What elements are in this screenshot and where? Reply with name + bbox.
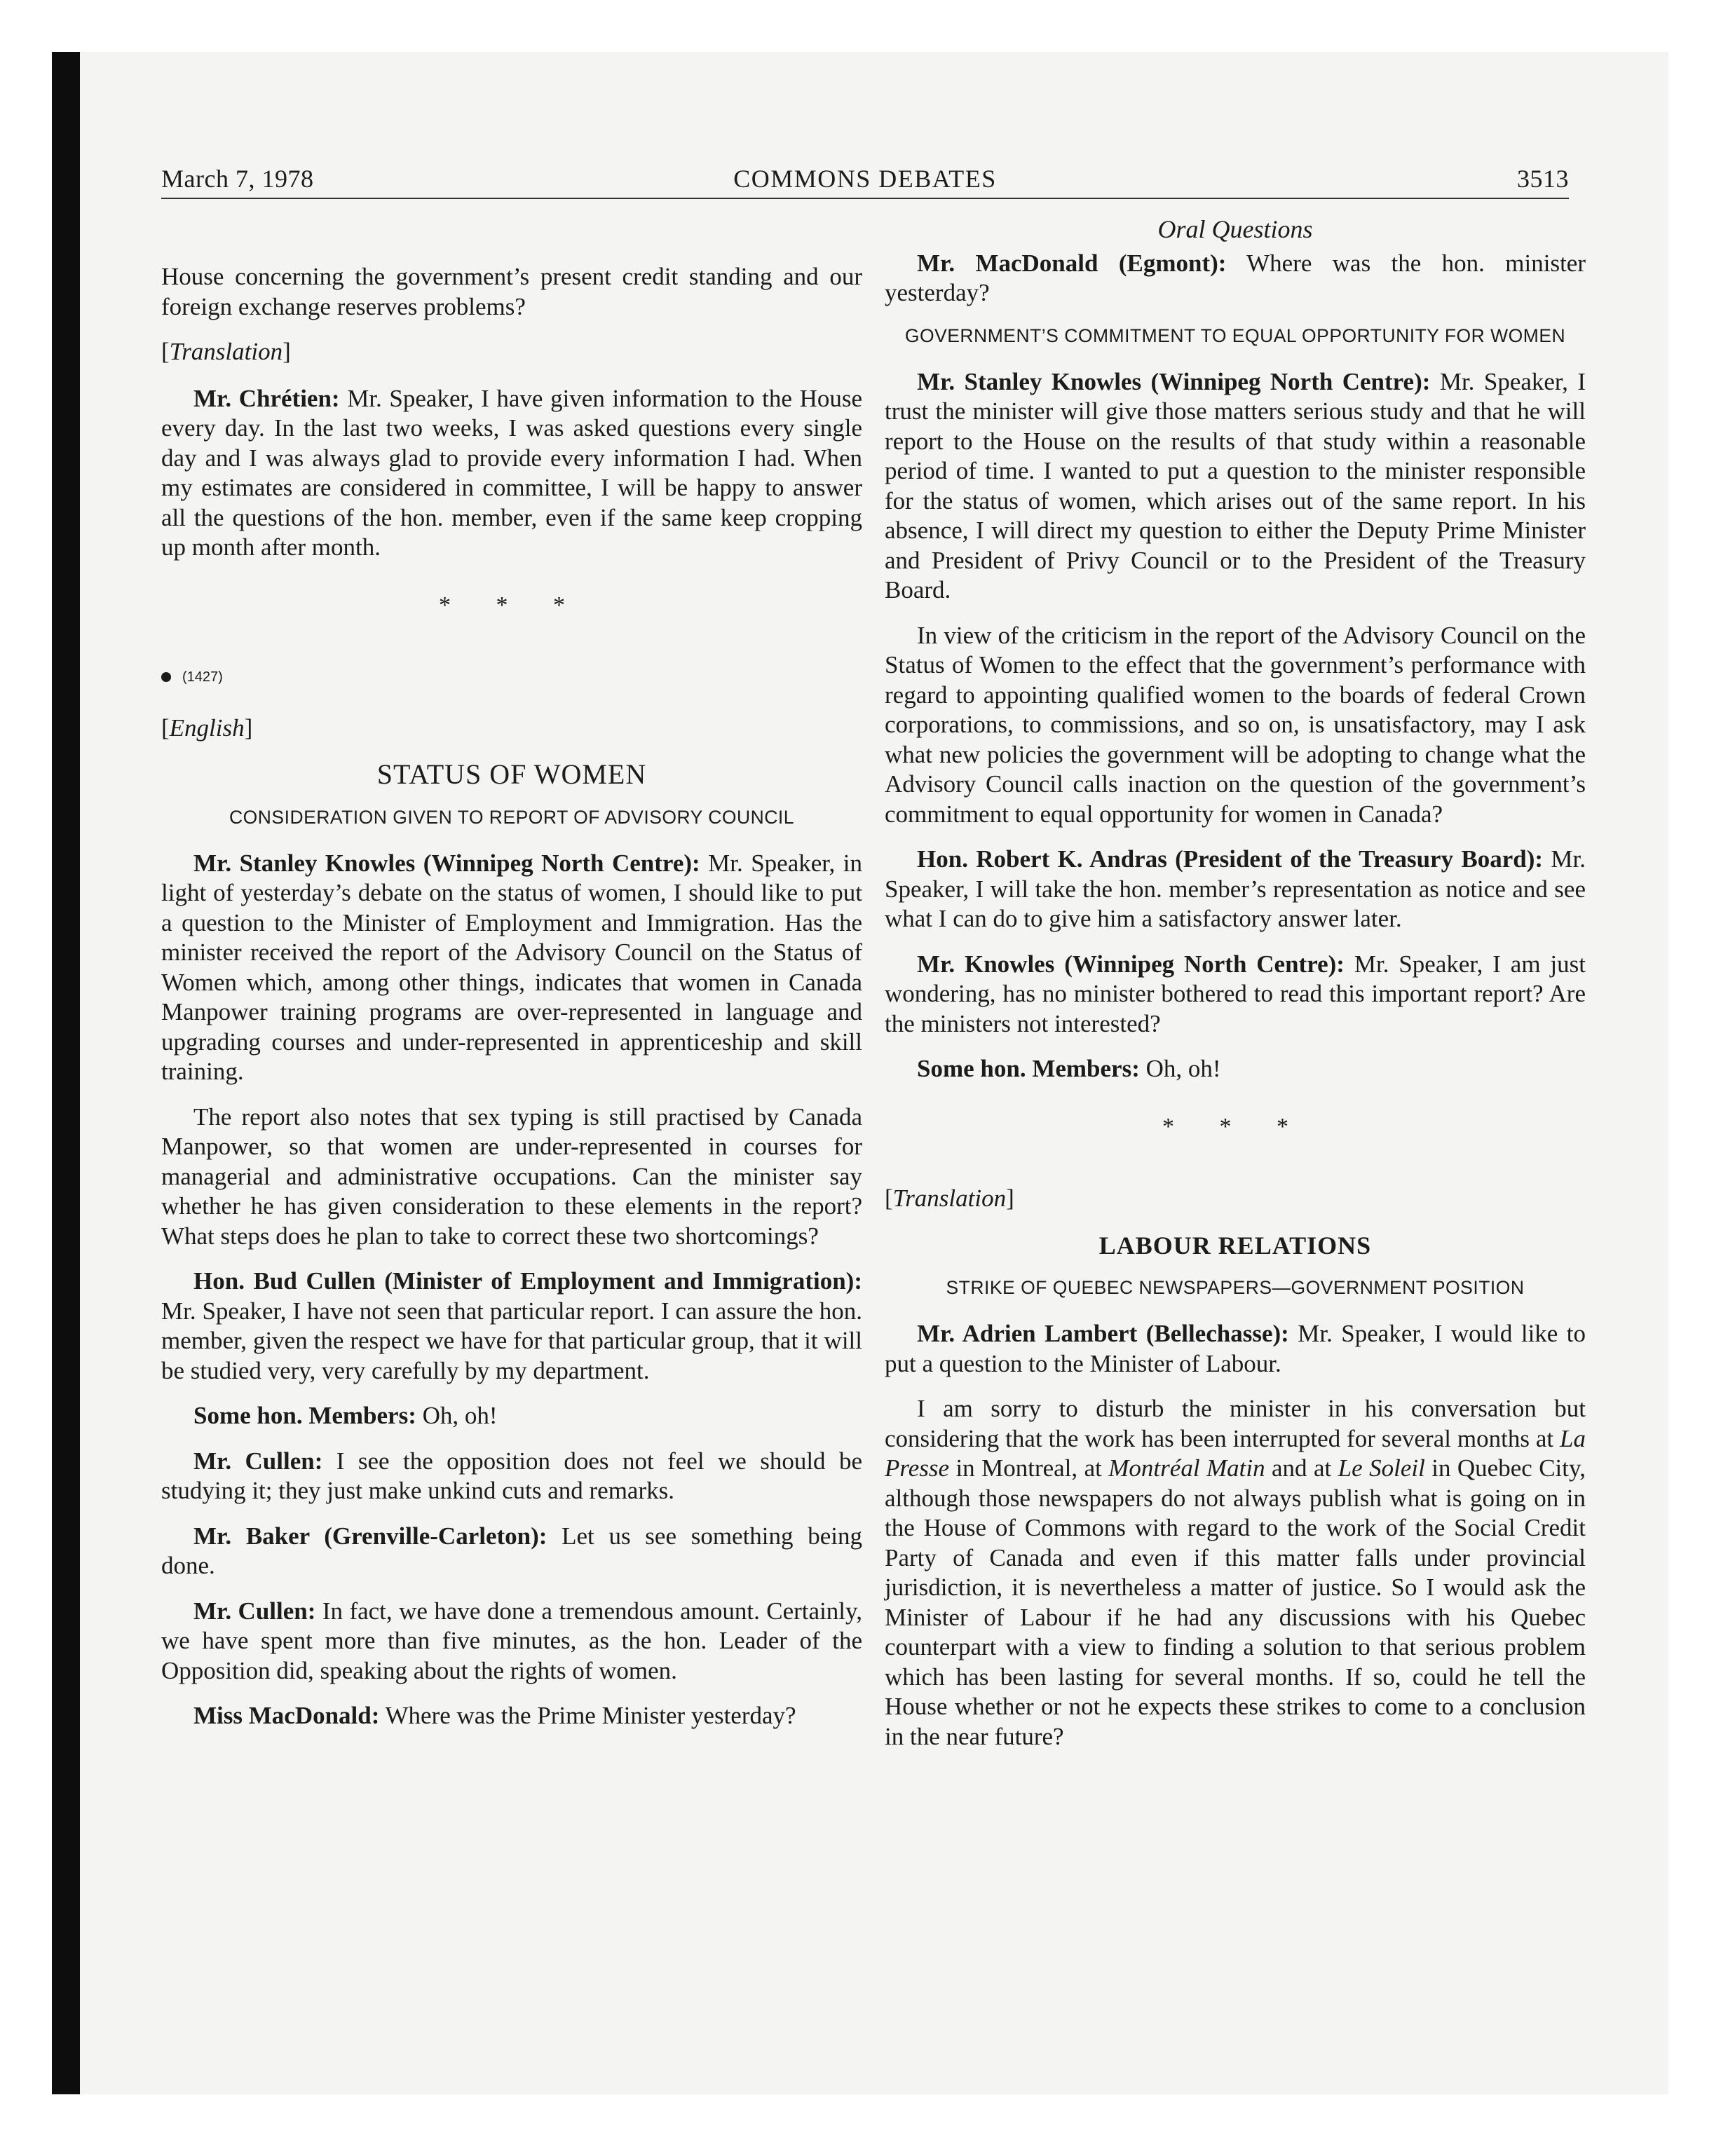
- speech-text: Where was the Prime Minister yesterday?: [379, 1702, 796, 1729]
- speech-paragraph: [161, 1597, 862, 1686]
- time-marker: [161, 662, 862, 692]
- text-run: I am sorry to disturb the minister in his conversation but considering that the work has been interrupted for several months at: [885, 1395, 1586, 1452]
- document-page: [80, 52, 1668, 2094]
- speech-paragraph: [161, 1401, 862, 1431]
- speaker-name: Mr. Chrétien:: [193, 384, 340, 412]
- speaker-name: Some hon. Members:: [193, 1402, 416, 1429]
- speech-text: In fact, we have done a tremendous amount. Certainly, we have spent more than five minutes, as the hon. Leader of the Opposition did, speaking about the rights of women.: [161, 1597, 862, 1684]
- scan-binding-edge: [52, 52, 80, 2094]
- speech-text: Mr. Speaker, I am just wondering, has no minister bothered to read this important report? Are the ministers not interested?: [885, 950, 1586, 1037]
- speech-paragraph: [885, 367, 1586, 606]
- speech-paragraph: [161, 1267, 862, 1386]
- text-run: in Quebec City, although those newspapers do not always publish what is going on in the House of Commons with regard to the work of the Social Credit Party of Canada and even if this matter falls under provincial jurisdiction, it is nevertheless a matter of justice. So I would ask the Minister of Labour if he had any discussions with his Quebec counterpart with a view to finding a solution to that serious problem which has been lasting for several months. If so, could he tell the House whether or not he expects these strikes to come to a conclusion in the near future?: [885, 1454, 1586, 1750]
- speech-paragraph: [885, 1054, 1586, 1084]
- section-heading: STATUS OF WOMEN: [376, 758, 647, 790]
- speaker-name: Mr. Knowles (Winnipeg North Centre):: [917, 950, 1345, 978]
- speaker-name: Mr. Adrien Lambert (Bellechasse):: [917, 1320, 1289, 1347]
- newspaper-name: La Presse: [885, 1424, 1586, 1482]
- speech-text: Mr. Speaker, I trust the minister will give those matters serious study and that he will report to the House on the results of that study within a reasonable period of time. I wanted to put a question to the minister responsible for the status of women, which arises out of the same report. In his absence, I will direct my question to either the Deputy Prime Minister and President of Privy Council or to the President of the Treasury Board.: [885, 367, 1586, 603]
- speaker-name: Mr. Stanley Knowles (Winnipeg North Centre):: [917, 367, 1431, 395]
- speech-text: Mr. Speaker, I have not seen that particular report. I can assure the hon. member, given the respect we have for that particular group, that it will be studied very, very carefully by my department.: [161, 1297, 862, 1384]
- paragraph: The report also notes that sex typing is still practised by Canada Manpower, so that women are under-represented in courses for managerial and administrative occupations. Can the minister say whether he has given consideration to these elements in the report? What steps does he plan to take to correct these two shortcomings?: [161, 1103, 862, 1250]
- speech-text: Oh, oh!: [1139, 1055, 1221, 1082]
- running-header: [161, 164, 1569, 199]
- speech-text: Mr. Speaker, I will take the hon. member’s representation as notice and see what I can do to give him a satisfactory answer later.: [885, 845, 1586, 932]
- language-tag: [Translation]: [885, 1185, 1014, 1212]
- speech-paragraph: [885, 950, 1586, 1039]
- language-tag: [English]: [161, 714, 253, 742]
- newspaper-name: Le Soleil: [1338, 1454, 1425, 1482]
- text-run: in Montreal, at: [949, 1454, 1109, 1482]
- section-subheading: STRIKE OF QUEBEC NEWSPAPERS—GOVERNMENT POSITION: [946, 1277, 1525, 1298]
- speech-text: Mr. Speaker, I would like to put a question to the Minister of Labour.: [885, 1320, 1586, 1377]
- speech-paragraph: [885, 845, 1586, 934]
- section-subheading: GOVERNMENT’S COMMITMENT TO EQUAL OPPORTUNITY FOR WOMEN: [904, 325, 1566, 346]
- section-label: Oral Questions: [1157, 215, 1313, 243]
- left-column: [161, 262, 862, 1747]
- speech-text: Let us see something being done.: [161, 1522, 862, 1579]
- right-column: [885, 214, 1586, 1767]
- paragraph: House concerning the government’s present credit standing and our foreign exchange reserves problems?: [161, 263, 862, 320]
- speaker-name: Miss MacDonald:: [193, 1702, 380, 1729]
- speaker-name: Mr. Baker (Grenville-Carleton):: [193, 1522, 547, 1550]
- bullet-icon: [161, 672, 171, 682]
- speaker-name: Mr. MacDonald (Egmont):: [917, 249, 1227, 277]
- newspaper-name: Montréal Matin: [1108, 1454, 1265, 1482]
- speech-paragraph: [161, 849, 862, 1087]
- section-separator: * * *: [439, 592, 585, 618]
- speech-text: Where was the hon. minister yesterday?: [885, 249, 1586, 306]
- tag-text: Translation: [169, 338, 283, 365]
- tag-text: English: [169, 714, 245, 742]
- speech-paragraph: [161, 1447, 862, 1506]
- speech-text: Mr. Speaker, I have given information to the House every day. In the last two weeks, I was asked questions every single day and I was always glad to provide every information I had. When my estimates are considered in committee, I will be happy to answer all the questions of the hon. member, even if the same keep cropping up month after month.: [161, 384, 862, 561]
- speaker-name: Some hon. Members:: [917, 1055, 1140, 1082]
- header-title: COMMONS DEBATES: [733, 165, 997, 193]
- speech-paragraph: [161, 1522, 862, 1581]
- page-number: 3513: [1517, 165, 1569, 193]
- speaker-name: Mr. Cullen:: [193, 1447, 323, 1475]
- speaker-name: Hon. Robert K. Andras (President of the Treasury Board):: [917, 845, 1544, 873]
- language-tag: [Translation]: [161, 338, 291, 365]
- speech-paragraph: [885, 1319, 1586, 1379]
- section-separator: * * *: [1162, 1113, 1308, 1140]
- speech-paragraph: [161, 384, 862, 563]
- speech-paragraph: [161, 1701, 862, 1731]
- speech-text: Oh, oh!: [416, 1402, 498, 1429]
- tag-text: Translation: [892, 1185, 1007, 1212]
- section-subheading: CONSIDERATION GIVEN TO REPORT OF ADVISORY COUNCIL: [229, 806, 794, 828]
- speech-text: I see the opposition does not feel we should be studying it; they just make unkind cuts and remarks.: [161, 1447, 862, 1504]
- time-text: (1427): [182, 669, 223, 685]
- section-heading: LABOUR RELATIONS: [1098, 1231, 1372, 1260]
- speaker-name: Mr. Cullen:: [193, 1597, 316, 1625]
- speaker-name: Mr. Stanley Knowles (Winnipeg North Centre):: [193, 849, 700, 877]
- speaker-name: Hon. Bud Cullen (Minister of Employment and Immigration):: [193, 1267, 862, 1295]
- text-run: and at: [1265, 1454, 1338, 1482]
- speech-paragraph: [885, 249, 1586, 308]
- speech-text: Mr. Speaker, in light of yesterday’s debate on the status of women, I should like to put a question to the Minister of Employment and Immigration. Has the minister received the report of the Advisory Council on the Status of Women which, among other things, indicates that women in Canada Manpower training programs are over-represented in language and upgrading courses and under-represented in apprenticeship and skill training.: [161, 849, 862, 1085]
- paragraph: In view of the criticism in the report of the Advisory Council on the Status of Women to the effect that the government’s performance with regard to appointing qualified women to the boards of federal Crown corporations, to commissions, and so on, is unsatisfactory, may I ask what new policies the government will be adopting to change what the Advisory Council calls inaction on the question of the government’s commitment to equal opportunity for women in Canada?: [885, 621, 1586, 828]
- header-date: March 7, 1978: [161, 165, 314, 193]
- paragraph: [885, 1394, 1586, 1752]
